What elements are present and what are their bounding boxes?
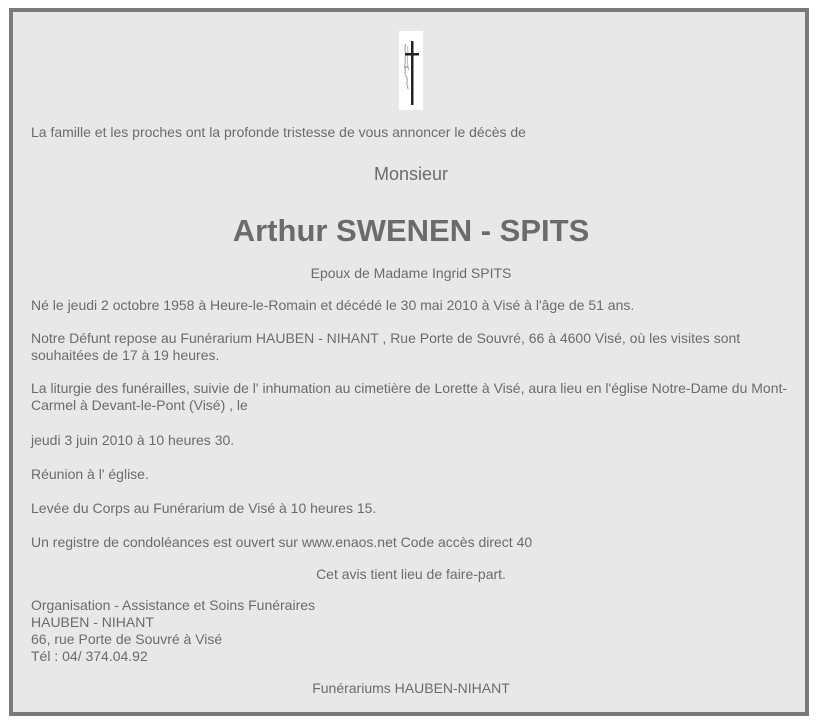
organisation-phone: Tél : 04/ 374.04.92	[31, 648, 148, 664]
spouse-line: Epoux de Madame Ingrid SPITS	[310, 265, 512, 281]
faire-part-text: Cet avis tient lieu de faire-part.	[316, 566, 506, 582]
rest-text: Notre Défunt repose au Funérarium HAUBEN - NIHANT , Rue Porte de Souvré, 66 à 4600 Visé, où les visites sont souhaitées de 17 à 19 heures.	[31, 330, 741, 363]
obituary-notice	[9, 8, 809, 716]
honorific: Monsieur	[373, 164, 449, 184]
levee-text: Levée du Corps au Funérarium de Visé à 10 heures 15.	[31, 500, 377, 516]
register-text: Un registre de condoléances est ouvert sur www.enaos.net Code accès direct 40	[31, 534, 533, 550]
liturgy-text: La liturgie des funérailles, suivie de l' inhumation au cimetière de Lorette à Visé, aura lieu en l'église Notre-Dame du Mont-Carmel à Devant-le-Pont (Visé) , le	[31, 380, 788, 413]
intro-text: La famille et les proches ont la profonde tristesse de vous annoncer le décès de	[31, 124, 526, 140]
cross-emblem	[399, 31, 423, 110]
cross-icon	[399, 31, 423, 110]
birth-death-text: Né le jeudi 2 octobre 1958 à Heure-le-Romain et décédé le 30 mai 2010 à Visé à l'âge de 51 ans.	[31, 297, 635, 313]
funeral-date: jeudi 3 juin 2010 à 10 heures 30.	[31, 432, 235, 448]
reunion-text: Réunion à l' église.	[31, 466, 149, 482]
footer-text: Funérariums HAUBEN-NIHANT	[312, 680, 510, 696]
organisation-title: Organisation - Assistance et Soins Funéraires	[31, 597, 316, 613]
deceased-name: Arthur SWENEN - SPITS	[232, 213, 590, 248]
organisation-address: 66, rue Porte de Souvré à Visé	[31, 631, 223, 647]
organisation-block	[31, 597, 791, 665]
organisation-name: HAUBEN - NIHANT	[31, 614, 154, 630]
